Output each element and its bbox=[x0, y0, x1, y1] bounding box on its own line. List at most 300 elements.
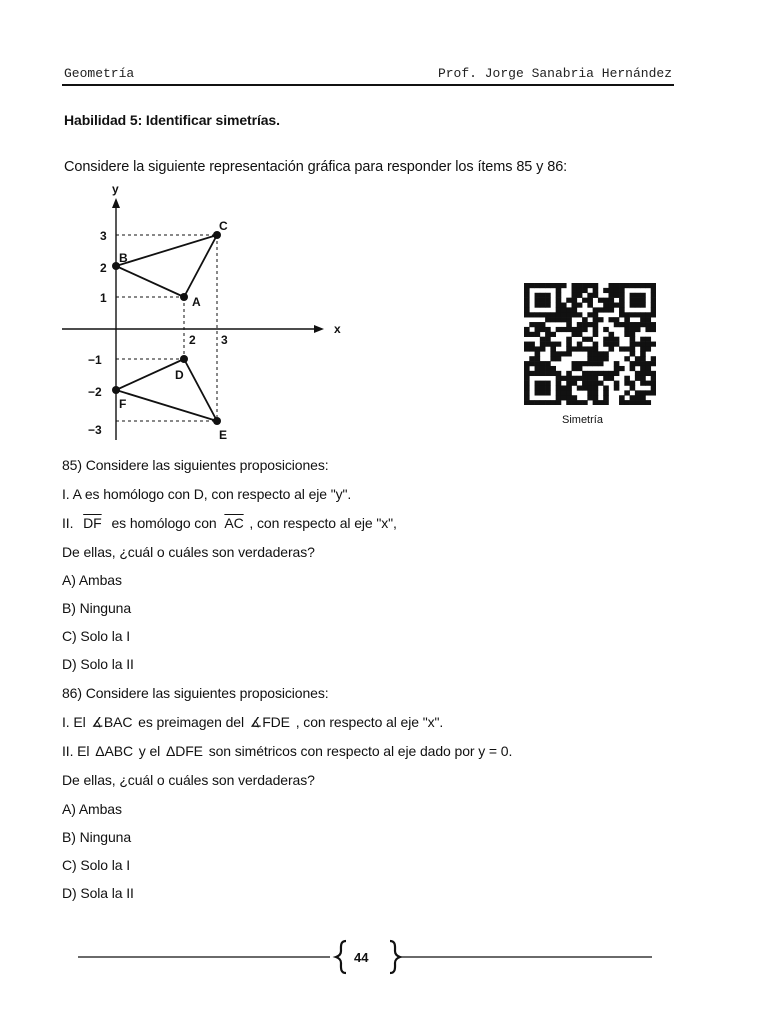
qr-module bbox=[651, 327, 656, 332]
qr-module bbox=[593, 390, 599, 395]
qr-module bbox=[630, 283, 636, 288]
qr-module bbox=[614, 337, 620, 342]
qr-module bbox=[535, 356, 541, 361]
qr-module bbox=[572, 376, 578, 381]
qr-module bbox=[603, 395, 609, 400]
qr-module bbox=[545, 361, 551, 366]
qr-module bbox=[572, 346, 578, 351]
qr-module bbox=[535, 327, 541, 332]
qr-module bbox=[624, 400, 630, 405]
qr-module bbox=[556, 288, 562, 293]
qr-module bbox=[651, 322, 656, 327]
qr-module bbox=[640, 376, 646, 381]
qr-module bbox=[624, 322, 630, 327]
qr-module bbox=[566, 307, 572, 312]
qr-module bbox=[593, 283, 599, 288]
triangle-dfe-symbol: ΔDFE bbox=[165, 743, 203, 759]
qr-module bbox=[630, 351, 636, 356]
y-tick-neg1: −1 bbox=[88, 353, 102, 367]
qr-module bbox=[535, 332, 541, 337]
qr-module bbox=[640, 371, 646, 376]
qr-module bbox=[645, 361, 651, 366]
qr-module bbox=[603, 400, 609, 405]
qr-module bbox=[587, 361, 593, 366]
header-subject: Geometría bbox=[64, 66, 135, 81]
qr-module bbox=[640, 293, 646, 298]
qr-module bbox=[550, 346, 556, 351]
q86-p2-prefix: II. El bbox=[62, 743, 90, 759]
qr-module bbox=[524, 385, 530, 390]
x-axis-arrow bbox=[314, 325, 324, 333]
qr-module bbox=[582, 376, 588, 381]
qr-module bbox=[640, 283, 646, 288]
qr-module bbox=[545, 298, 551, 303]
qr-module bbox=[630, 312, 636, 317]
qr-module bbox=[603, 371, 609, 376]
qr-module bbox=[540, 342, 546, 347]
qr-module bbox=[651, 293, 656, 298]
qr-module bbox=[524, 400, 530, 405]
qr-module bbox=[619, 400, 625, 405]
qr-module bbox=[635, 298, 641, 303]
qr-module bbox=[566, 381, 572, 386]
qr-module bbox=[566, 371, 572, 376]
qr-module bbox=[608, 298, 614, 303]
qr-module bbox=[593, 395, 599, 400]
qr-module bbox=[524, 376, 530, 381]
qr-module bbox=[550, 371, 556, 376]
qr-module bbox=[577, 327, 583, 332]
q85-option-d: D) Solo la II bbox=[62, 656, 134, 672]
q85-p2-middle: es homólogo con bbox=[111, 515, 217, 531]
qr-module bbox=[651, 342, 656, 347]
qr-module bbox=[582, 371, 588, 376]
qr-module bbox=[582, 327, 588, 332]
qr-module bbox=[535, 351, 541, 356]
qr-module bbox=[593, 307, 599, 312]
qr-module bbox=[619, 283, 625, 288]
qr-module bbox=[561, 395, 567, 400]
qr-module bbox=[545, 293, 551, 298]
qr-module bbox=[535, 312, 541, 317]
qr-module bbox=[619, 346, 625, 351]
qr-module bbox=[651, 312, 656, 317]
qr-module bbox=[556, 298, 562, 303]
qr-module bbox=[572, 312, 578, 317]
qr-module bbox=[640, 390, 646, 395]
point-e bbox=[213, 417, 221, 425]
qr-module bbox=[630, 337, 636, 342]
q86-p1-middle: es preimagen del bbox=[138, 714, 244, 730]
qr-module bbox=[572, 303, 578, 308]
label-f: F bbox=[119, 397, 127, 411]
qr-module bbox=[535, 390, 541, 395]
qr-module bbox=[524, 381, 530, 386]
qr-module bbox=[614, 317, 620, 322]
qr-module bbox=[635, 327, 641, 332]
y-axis-arrow bbox=[112, 198, 120, 208]
qr-module bbox=[635, 312, 641, 317]
qr-module bbox=[630, 385, 636, 390]
qr-module bbox=[593, 351, 599, 356]
qr-module bbox=[630, 361, 636, 366]
qr-module bbox=[540, 385, 546, 390]
qr-module bbox=[582, 283, 588, 288]
qr-module bbox=[524, 307, 530, 312]
qr-code[interactable] bbox=[524, 283, 656, 405]
qr-module bbox=[561, 303, 567, 308]
qr-module bbox=[566, 327, 572, 332]
qr-module bbox=[577, 346, 583, 351]
qr-module bbox=[582, 337, 588, 342]
qr-module bbox=[556, 385, 562, 390]
coordinate-graph bbox=[56, 178, 356, 448]
qr-module bbox=[582, 385, 588, 390]
qr-module bbox=[619, 307, 625, 312]
qr-module bbox=[624, 317, 630, 322]
qr-module bbox=[556, 312, 562, 317]
qr-module bbox=[535, 293, 541, 298]
qr-module bbox=[587, 356, 593, 361]
qr-module bbox=[587, 390, 593, 395]
qr-module bbox=[540, 390, 546, 395]
qr-module bbox=[524, 395, 530, 400]
qr-module bbox=[524, 303, 530, 308]
qr-module bbox=[566, 322, 572, 327]
qr-module bbox=[635, 371, 641, 376]
qr-module bbox=[645, 283, 651, 288]
qr-module bbox=[545, 390, 551, 395]
qr-module bbox=[540, 361, 546, 366]
qr-module bbox=[608, 293, 614, 298]
qr-module bbox=[640, 303, 646, 308]
qr-module bbox=[535, 381, 541, 386]
page-number: 44 bbox=[354, 950, 369, 965]
qr-module bbox=[619, 322, 625, 327]
qr-module bbox=[630, 395, 636, 400]
qr-module bbox=[561, 385, 567, 390]
qr-module bbox=[540, 293, 546, 298]
qr-module bbox=[524, 371, 530, 376]
qr-module bbox=[587, 385, 593, 390]
point-a bbox=[180, 293, 188, 301]
qr-module bbox=[630, 332, 636, 337]
qr-module bbox=[535, 366, 541, 371]
qr-module bbox=[556, 351, 562, 356]
qr-module bbox=[582, 298, 588, 303]
qr-module bbox=[556, 371, 562, 376]
qr-module bbox=[556, 400, 562, 405]
qr-module bbox=[598, 371, 604, 376]
qr-module bbox=[640, 342, 646, 347]
qr-module bbox=[603, 303, 609, 308]
qr-module bbox=[645, 312, 651, 317]
qr-module bbox=[577, 342, 583, 347]
qr-module bbox=[640, 366, 646, 371]
qr-module bbox=[587, 337, 593, 342]
qr-module bbox=[572, 332, 578, 337]
q85-option-b: B) Ninguna bbox=[62, 600, 132, 616]
qr-module bbox=[582, 400, 588, 405]
qr-module bbox=[524, 361, 530, 366]
qr-module bbox=[572, 288, 578, 293]
qr-module bbox=[582, 288, 588, 293]
qr-module bbox=[545, 303, 551, 308]
qr-module bbox=[645, 366, 651, 371]
qr-module bbox=[545, 337, 551, 342]
qr-module bbox=[550, 400, 556, 405]
qr-module bbox=[529, 332, 535, 337]
qr-module bbox=[550, 283, 556, 288]
qr-module bbox=[529, 371, 535, 376]
qr-module bbox=[614, 366, 620, 371]
qr-module bbox=[572, 400, 578, 405]
qr-module bbox=[645, 327, 651, 332]
header-author: Prof. Jorge Sanabria Hernández bbox=[437, 66, 672, 81]
footer-brace-left bbox=[336, 941, 346, 973]
qr-module bbox=[603, 390, 609, 395]
qr-module bbox=[630, 366, 636, 371]
point-d bbox=[180, 355, 188, 363]
segment-df: $\overline{DF}$ bbox=[83, 515, 102, 531]
qr-module bbox=[545, 381, 551, 386]
qr-module bbox=[540, 337, 546, 342]
qr-module bbox=[630, 293, 636, 298]
qr-module bbox=[651, 371, 656, 376]
qr-module bbox=[524, 346, 530, 351]
qr-module bbox=[635, 395, 641, 400]
qr-module bbox=[524, 283, 530, 288]
label-b: B bbox=[119, 251, 128, 265]
qr-module bbox=[624, 283, 630, 288]
qr-module bbox=[540, 371, 546, 376]
qr-module bbox=[630, 303, 636, 308]
qr-module bbox=[577, 385, 583, 390]
qr-module bbox=[561, 283, 567, 288]
qr-module bbox=[598, 361, 604, 366]
qr-module bbox=[640, 381, 646, 386]
qr-module bbox=[598, 356, 604, 361]
qr-module bbox=[545, 342, 551, 347]
qr-module bbox=[645, 337, 651, 342]
qr-module bbox=[529, 312, 535, 317]
section-title: Habilidad 5: Identificar simetrías. bbox=[64, 112, 280, 128]
triangle-dfe bbox=[116, 359, 217, 421]
intro-text: Considere la siguiente representación gráfica para responder los ítems 85 y 86: bbox=[64, 159, 568, 175]
qr-module bbox=[545, 371, 551, 376]
qr-module bbox=[651, 303, 656, 308]
qr-module bbox=[603, 327, 609, 332]
qr-module bbox=[635, 400, 641, 405]
qr-module bbox=[608, 376, 614, 381]
qr-module bbox=[624, 327, 630, 332]
qr-module bbox=[603, 342, 609, 347]
q85-ask: De ellas, ¿cuál o cuáles son verdaderas? bbox=[62, 544, 315, 560]
qr-module bbox=[608, 346, 614, 351]
q86-p1-prefix: I. El bbox=[62, 714, 86, 730]
qr-module bbox=[577, 376, 583, 381]
y-axis-label: y bbox=[112, 182, 119, 196]
qr-module bbox=[614, 342, 620, 347]
qr-module bbox=[624, 356, 630, 361]
qr-module bbox=[529, 342, 535, 347]
q86-ask: De ellas, ¿cuál o cuáles son verdaderas? bbox=[62, 772, 315, 788]
qr-module bbox=[535, 322, 541, 327]
qr-module bbox=[640, 317, 646, 322]
q86-p1-suffix: , con respecto al eje "x". bbox=[295, 714, 444, 730]
qr-module bbox=[593, 361, 599, 366]
qr-module bbox=[561, 312, 567, 317]
qr-module bbox=[540, 283, 546, 288]
qr-module bbox=[587, 303, 593, 308]
qr-module bbox=[524, 298, 530, 303]
qr-module bbox=[540, 381, 546, 386]
qr-module bbox=[524, 332, 530, 337]
qr-module bbox=[593, 400, 599, 405]
qr-module bbox=[608, 288, 614, 293]
qr-module bbox=[598, 298, 604, 303]
qr-module bbox=[624, 332, 630, 337]
qr-module bbox=[577, 288, 583, 293]
qr-module bbox=[582, 361, 588, 366]
qr-module bbox=[619, 395, 625, 400]
q86-p2-middle: y el bbox=[138, 743, 161, 759]
qr-module bbox=[529, 356, 535, 361]
qr-module bbox=[556, 303, 562, 308]
qr-module bbox=[572, 361, 578, 366]
qr-module bbox=[572, 283, 578, 288]
qr-module bbox=[640, 322, 646, 327]
qr-module bbox=[593, 376, 599, 381]
qr-module bbox=[545, 327, 551, 332]
qr-module bbox=[577, 283, 583, 288]
q86-option-c: C) Solo la I bbox=[62, 857, 131, 873]
qr-module bbox=[587, 293, 593, 298]
qr-module bbox=[635, 356, 641, 361]
qr-module bbox=[572, 327, 578, 332]
q85-option-a: A) Ambas bbox=[62, 572, 122, 588]
qr-module bbox=[593, 371, 599, 376]
qr-module bbox=[640, 298, 646, 303]
qr-module bbox=[645, 400, 651, 405]
qr-module bbox=[582, 346, 588, 351]
qr-module bbox=[545, 312, 551, 317]
qr-module bbox=[640, 351, 646, 356]
qr-module bbox=[566, 390, 572, 395]
point-f bbox=[112, 386, 120, 394]
y-tick-3: 3 bbox=[100, 229, 107, 243]
qr-module bbox=[566, 351, 572, 356]
qr-module bbox=[540, 366, 546, 371]
qr-module bbox=[540, 312, 546, 317]
qr-module bbox=[651, 288, 656, 293]
qr-module bbox=[635, 361, 641, 366]
qr-module bbox=[640, 337, 646, 342]
qr-module bbox=[529, 400, 535, 405]
qr-module bbox=[624, 390, 630, 395]
qr-module bbox=[645, 342, 651, 347]
qr-module bbox=[524, 312, 530, 317]
qr-module bbox=[566, 298, 572, 303]
qr-module bbox=[566, 312, 572, 317]
qr-module bbox=[572, 293, 578, 298]
qr-module bbox=[624, 381, 630, 386]
qr-module bbox=[593, 327, 599, 332]
qr-module bbox=[619, 303, 625, 308]
qr-module bbox=[535, 400, 541, 405]
q86-stem: 86) Considere las siguientes proposiciones: bbox=[62, 685, 329, 701]
y-tick-2: 2 bbox=[100, 261, 107, 275]
q86-proposition-1 bbox=[62, 714, 443, 731]
qr-module bbox=[587, 346, 593, 351]
qr-module bbox=[540, 303, 546, 308]
qr-module bbox=[556, 307, 562, 312]
qr-module bbox=[577, 293, 583, 298]
qr-module bbox=[577, 366, 583, 371]
qr-module bbox=[635, 293, 641, 298]
qr-module bbox=[630, 342, 636, 347]
qr-module bbox=[593, 346, 599, 351]
qr-module bbox=[640, 346, 646, 351]
qr-module bbox=[577, 361, 583, 366]
qr-module bbox=[640, 395, 646, 400]
qr-module bbox=[651, 390, 656, 395]
qr-module bbox=[561, 376, 567, 381]
qr-module bbox=[614, 288, 620, 293]
triangle-abc-symbol: ΔABC bbox=[95, 743, 133, 759]
qr-module bbox=[540, 346, 546, 351]
qr-module bbox=[550, 351, 556, 356]
angle-bac: ∡BAC bbox=[91, 714, 133, 730]
triangle-abc bbox=[116, 235, 217, 297]
qr-module bbox=[593, 317, 599, 322]
qr-module bbox=[645, 322, 651, 327]
qr-module bbox=[550, 342, 556, 347]
y-tick-neg3: −3 bbox=[88, 423, 102, 437]
qr-module bbox=[598, 317, 604, 322]
qr-module bbox=[545, 317, 551, 322]
qr-module bbox=[550, 312, 556, 317]
qr-module bbox=[651, 385, 656, 390]
qr-module bbox=[645, 317, 651, 322]
qr-module bbox=[614, 303, 620, 308]
qr-module bbox=[540, 322, 546, 327]
qr-module bbox=[529, 283, 535, 288]
qr-module bbox=[598, 381, 604, 386]
qr-module bbox=[645, 381, 651, 386]
qr-module bbox=[587, 381, 593, 386]
q85-option-c: C) Solo la I bbox=[62, 628, 131, 644]
qr-module bbox=[603, 376, 609, 381]
qr-module bbox=[593, 385, 599, 390]
qr-module bbox=[566, 376, 572, 381]
qr-module bbox=[614, 385, 620, 390]
qr-module bbox=[614, 361, 620, 366]
qr-module bbox=[550, 356, 556, 361]
angle-fde: ∡FDE bbox=[249, 714, 290, 730]
qr-module bbox=[582, 317, 588, 322]
qr-module bbox=[566, 385, 572, 390]
q85-p2-prefix: II. bbox=[62, 515, 74, 531]
qr-module bbox=[608, 371, 614, 376]
qr-module bbox=[608, 317, 614, 322]
qr-module bbox=[614, 381, 620, 386]
x-tick-3: 3 bbox=[221, 333, 228, 347]
qr-module bbox=[550, 332, 556, 337]
qr-module bbox=[651, 298, 656, 303]
qr-module bbox=[635, 303, 641, 308]
qr-module bbox=[593, 356, 599, 361]
